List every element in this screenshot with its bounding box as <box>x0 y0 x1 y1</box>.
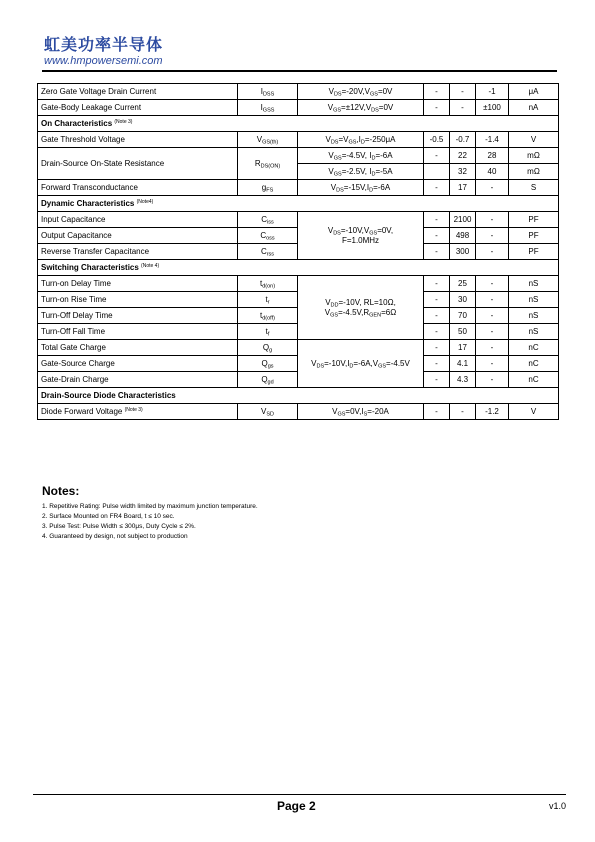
symbol-subscript: DSS <box>262 91 275 97</box>
condition-var: V <box>343 134 349 144</box>
parameter-name-text: Output Capacitance <box>41 230 112 240</box>
value-min: - <box>424 356 450 372</box>
symbol-subscript: r <box>267 299 270 305</box>
condition-subscript: D <box>360 139 365 145</box>
condition-text: =-10V, R <box>338 297 370 307</box>
value-min: - <box>424 228 450 244</box>
symbol-base: C <box>260 230 267 240</box>
condition-var: I <box>361 406 364 416</box>
condition-var: V <box>328 150 334 160</box>
value-unit: PF <box>509 228 559 244</box>
parameter-name-text: Turn-Off Fall Time <box>41 326 106 336</box>
condition-var: V <box>325 134 331 144</box>
value-max: - <box>476 292 509 308</box>
value-min: - <box>424 148 450 164</box>
condition-text: =-250μA <box>364 134 396 144</box>
table-row <box>38 132 559 148</box>
section-note: (Note 4) <box>141 262 160 269</box>
value-min: - <box>424 84 450 100</box>
condition-subscript: GS <box>337 411 346 417</box>
value-min: - <box>424 292 450 308</box>
condition-var: V <box>325 297 331 307</box>
condition-subscript: DS <box>330 139 339 145</box>
value-min: - <box>424 372 450 388</box>
symbol-base: t <box>259 278 263 288</box>
condition-var: V <box>332 406 338 416</box>
parameter-name <box>38 180 238 196</box>
parameter-name-text: Total Gate Charge <box>41 342 106 352</box>
parameter-name-text: Drain-Source On-State Resistance <box>41 158 165 168</box>
section-title <box>38 196 559 212</box>
parameter-name-text: Turn-on Delay Time <box>41 278 111 288</box>
value-unit: V <box>509 132 559 148</box>
value-max: 40 <box>476 164 509 180</box>
condition-subscript: DS <box>333 230 341 236</box>
section-title-text: Dynamic Characteristics <box>41 198 135 208</box>
parameter-symbol <box>238 324 298 340</box>
symbol-subscript: FS <box>266 187 274 193</box>
condition-var: I <box>347 358 350 368</box>
table-row <box>38 100 559 116</box>
symbol-subscript: gd <box>267 379 274 385</box>
condition-var: I <box>369 150 372 160</box>
condition-text: =-2.5V, <box>341 166 370 176</box>
value-typ: 32 <box>450 164 476 180</box>
parameter-name-text: Zero Gate Voltage Drain Current <box>41 86 157 96</box>
symbol-base: t <box>265 294 268 304</box>
notes-title: Notes: <box>42 484 80 498</box>
parameter-symbol <box>238 212 298 228</box>
value-max: - <box>476 372 509 388</box>
value-min: - <box>424 324 450 340</box>
symbol-base: R <box>254 158 261 168</box>
condition-text: = <box>338 134 344 144</box>
value-max: - <box>476 340 509 356</box>
test-condition <box>298 148 424 164</box>
symbol-subscript: f <box>267 331 270 337</box>
parameter-symbol <box>238 356 298 372</box>
value-max: - <box>476 244 509 260</box>
parameter-symbol <box>238 340 298 356</box>
value-min: - <box>424 100 450 116</box>
company-logo <box>44 36 163 68</box>
section-row <box>38 260 559 276</box>
parameter-name-text: Gate-Source Charge <box>41 358 115 368</box>
value-unit: mΩ <box>509 164 559 180</box>
condition-text: F=1.0MHz <box>341 235 380 245</box>
condition-text: =-20A <box>367 406 389 416</box>
condition-subscript: D <box>349 363 354 369</box>
condition-text: =-4.5V <box>386 358 410 368</box>
value-min: - <box>424 308 450 324</box>
parameter-name <box>38 276 238 292</box>
parameter-note: (Note 3) <box>124 406 143 413</box>
parameter-name-text: Gate-Drain Charge <box>41 374 109 384</box>
parameter-symbol <box>238 148 298 180</box>
value-max: - <box>476 356 509 372</box>
condition-subscript: GS <box>333 155 342 161</box>
parameter-symbol <box>238 84 298 100</box>
condition-subscript: DD <box>330 302 339 308</box>
table-row <box>38 180 559 196</box>
condition-text: =-20V, <box>341 86 365 96</box>
parameter-symbol <box>238 404 298 420</box>
value-unit: nC <box>509 356 559 372</box>
condition-subscript: GS <box>369 91 378 97</box>
value-typ: - <box>450 84 476 100</box>
condition-var: V <box>324 307 331 317</box>
parameter-symbol <box>238 228 298 244</box>
value-min: - <box>424 404 450 420</box>
value-min: -0.5 <box>424 132 450 148</box>
symbol-subscript: DS(ON) <box>260 163 281 169</box>
condition-text: =0V, <box>377 225 394 235</box>
value-min: - <box>424 180 450 196</box>
condition-var: V <box>311 358 317 368</box>
condition-subscript: DS <box>316 363 325 369</box>
value-typ: 2100 <box>450 212 476 228</box>
symbol-base: Q <box>262 342 270 352</box>
section-title <box>38 116 559 132</box>
parameter-name <box>38 132 238 148</box>
section-row <box>38 116 559 132</box>
parameter-name-text: Diode Forward Voltage <box>41 406 123 416</box>
test-condition <box>298 84 424 100</box>
note-item: 4. Guaranteed by design, not subject to production <box>42 533 188 540</box>
parameter-name <box>38 292 238 308</box>
value-unit: nS <box>509 276 559 292</box>
value-max: - <box>476 276 509 292</box>
condition-text: L=10Ω, <box>369 297 396 307</box>
condition-var: V <box>330 182 337 192</box>
test-condition <box>298 404 424 420</box>
value-unit: nC <box>509 340 559 356</box>
condition-subscript: GS <box>330 312 339 318</box>
symbol-base: t <box>260 310 263 320</box>
condition-var: I <box>369 166 372 176</box>
condition-var: V <box>363 225 370 235</box>
value-unit: nS <box>509 292 559 308</box>
symbol-base: V <box>256 134 263 144</box>
condition-var: V <box>365 102 372 112</box>
parameter-name <box>38 340 238 356</box>
value-unit: μA <box>509 84 559 100</box>
value-typ: 50 <box>450 324 476 340</box>
note-item: 3. Pulse Test: Pulse Width ≤ 300μs, Duty Cycle ≤ 2%. <box>42 523 196 530</box>
value-max: - <box>476 212 509 228</box>
section-title <box>38 260 559 276</box>
parameter-name-text: Turn-on Rise Time <box>41 294 107 304</box>
symbol-subscript: SD <box>266 411 274 417</box>
parameter-name-text: Gate Threshold Voltage <box>41 134 125 144</box>
symbol-subscript: iss <box>267 219 274 225</box>
parameter-symbol <box>238 308 298 324</box>
condition-subscript: GS <box>333 171 342 177</box>
value-unit: nS <box>509 308 559 324</box>
symbol-base: Q <box>261 358 268 368</box>
condition-var: V <box>328 86 334 96</box>
parameter-name <box>38 308 238 324</box>
table-row <box>38 212 559 228</box>
value-typ: 4.1 <box>450 356 476 372</box>
symbol-subscript: oss <box>266 235 275 241</box>
parameter-name <box>38 100 238 116</box>
condition-text: =-4.5V,R <box>338 307 370 317</box>
condition-var: V <box>328 166 334 176</box>
value-typ: 30 <box>450 292 476 308</box>
parameter-name-text: Gate-Body Leakage Current <box>41 102 142 112</box>
notes-section <box>42 484 258 542</box>
condition-text: =-6A <box>373 182 391 192</box>
parameter-symbol <box>238 276 298 292</box>
value-typ: 498 <box>450 228 476 244</box>
symbol-subscript: d(on) <box>262 283 276 289</box>
value-unit: nC <box>509 372 559 388</box>
value-typ: - <box>450 100 476 116</box>
section-title <box>38 388 559 404</box>
symbol-base: C <box>261 214 268 224</box>
company-website: www.hmpowersemi.com <box>44 55 163 67</box>
section-title-text: Drain-Source Diode Characteristics <box>41 390 176 400</box>
parameter-name <box>38 212 238 228</box>
symbol-subscript: d(off) <box>262 315 275 321</box>
condition-subscript: D <box>369 187 374 193</box>
test-condition <box>298 340 424 388</box>
symbol-subscript: gs <box>267 363 274 369</box>
test-condition <box>298 164 424 180</box>
value-unit: S <box>509 180 559 196</box>
condition-subscript: D <box>371 171 376 177</box>
condition-var: V <box>364 86 370 96</box>
test-condition <box>298 132 424 148</box>
symbol-subscript: GSS <box>262 107 275 113</box>
parameter-name <box>38 148 238 180</box>
condition-text: =-4.5V, <box>341 150 370 160</box>
condition-text: , <box>356 134 359 144</box>
symbol-subscript: rss <box>266 251 275 257</box>
footer-divider <box>33 794 566 795</box>
value-max: -1.4 <box>476 132 509 148</box>
condition-subscript: GEN <box>369 312 382 318</box>
symbol-base: C <box>260 246 267 256</box>
parameter-name <box>38 244 238 260</box>
section-title-text: On Characteristics <box>41 118 113 128</box>
condition-subscript: DS <box>336 187 344 193</box>
parameter-symbol <box>238 180 298 196</box>
section-note: (Note 3) <box>114 118 133 125</box>
value-min: - <box>424 244 450 260</box>
condition-text: =0V <box>377 86 393 96</box>
note-item: 1. Repetitive Rating: Pulse width limited by maximum junction temperature. <box>42 503 258 510</box>
table-row <box>38 276 559 292</box>
condition-text: =-6A <box>375 150 393 160</box>
symbol-base: Q <box>261 374 268 384</box>
value-unit: nA <box>509 100 559 116</box>
value-max: - <box>476 324 509 340</box>
section-row <box>38 388 559 404</box>
value-max: 28 <box>476 148 509 164</box>
symbol-base: V <box>261 406 267 416</box>
value-typ: - <box>450 404 476 420</box>
value-typ: 70 <box>450 308 476 324</box>
value-unit: PF <box>509 212 559 228</box>
value-typ: 300 <box>450 244 476 260</box>
parameter-name <box>38 404 238 420</box>
condition-var: I <box>358 134 361 144</box>
section-note: (Note4) <box>136 198 154 205</box>
condition-text: =-5A <box>375 166 393 176</box>
value-min: - <box>424 276 450 292</box>
page-number: Page 2 <box>277 799 316 813</box>
value-max: - <box>476 228 509 244</box>
value-typ: 17 <box>450 180 476 196</box>
test-condition <box>298 276 424 340</box>
parameter-name <box>38 228 238 244</box>
condition-var: V <box>327 102 334 112</box>
symbol-base: I <box>260 86 263 96</box>
value-typ: 25 <box>450 276 476 292</box>
condition-subscript: DS <box>333 91 342 97</box>
parameter-name <box>38 372 238 388</box>
parameter-symbol <box>238 292 298 308</box>
parameter-name <box>38 324 238 340</box>
symbol-base: I <box>260 102 263 112</box>
value-typ: 4.3 <box>450 372 476 388</box>
condition-var: I <box>366 182 370 192</box>
parameter-name <box>38 84 238 100</box>
condition-text: =-15V, <box>343 182 367 192</box>
symbol-subscript: GS(th) <box>262 139 279 145</box>
value-max: ±100 <box>476 100 509 116</box>
test-condition <box>298 180 424 196</box>
test-condition <box>298 212 424 260</box>
value-typ: -0.7 <box>450 132 476 148</box>
condition-subscript: GS <box>378 363 387 369</box>
notes-list <box>42 502 258 542</box>
symbol-subscript: g <box>269 347 273 353</box>
condition-text: =6Ω <box>381 307 397 317</box>
condition-subscript: DS <box>371 107 379 113</box>
value-typ: 22 <box>450 148 476 164</box>
table-row <box>38 340 559 356</box>
condition-text: =-10V, <box>324 358 348 368</box>
condition-subscript: GS <box>369 230 378 236</box>
parameter-name-text: Forward Transconductance <box>41 182 138 192</box>
parameter-name-text: Turn-Off Delay Time <box>41 310 113 320</box>
value-unit: mΩ <box>509 148 559 164</box>
note-item: 2. Surface Mounted on FR4 Board, t ≤ 10 sec. <box>42 513 175 520</box>
condition-text: =0V <box>378 102 394 112</box>
value-min: - <box>424 212 450 228</box>
electrical-characteristics-table <box>37 83 559 420</box>
test-condition <box>298 100 424 116</box>
parameter-symbol <box>238 372 298 388</box>
value-unit: nS <box>509 324 559 340</box>
section-row <box>38 196 559 212</box>
symbol-base: t <box>265 326 268 336</box>
condition-subscript: S <box>363 411 368 417</box>
parameter-symbol <box>238 100 298 116</box>
value-max: - <box>476 308 509 324</box>
value-min: - <box>424 340 450 356</box>
condition-subscript: D <box>371 155 376 161</box>
value-unit: PF <box>509 244 559 260</box>
value-max: -1.2 <box>476 404 509 420</box>
condition-var: V <box>327 225 334 235</box>
condition-subscript: GS <box>348 139 357 145</box>
condition-text: =±12V, <box>341 102 366 112</box>
value-typ: 17 <box>450 340 476 356</box>
condition-text: =-6A, <box>353 358 373 368</box>
condition-text: =0V, <box>345 406 362 416</box>
parameter-name <box>38 356 238 372</box>
value-unit: V <box>509 404 559 420</box>
table-row <box>38 84 559 100</box>
condition-subscript: GS <box>333 107 342 113</box>
table-row <box>38 148 559 164</box>
company-name-cn: 虹美功率半导体 <box>44 35 164 54</box>
parameter-name-text: Reverse Transfer Capacitance <box>41 246 150 256</box>
document-version: v1.0 <box>549 801 567 811</box>
value-max: - <box>476 180 509 196</box>
value-min <box>424 164 450 180</box>
section-title-text: Switching Characteristics <box>41 262 139 272</box>
parameter-symbol <box>238 132 298 148</box>
table-row <box>38 404 559 420</box>
parameter-symbol <box>238 244 298 260</box>
condition-var: V <box>372 358 379 368</box>
parameter-name-text: Input Capacitance <box>41 214 106 224</box>
condition-text: =-10V, <box>340 225 364 235</box>
value-max: -1 <box>476 84 509 100</box>
header-divider <box>42 70 557 72</box>
symbol-base: g <box>261 182 267 192</box>
